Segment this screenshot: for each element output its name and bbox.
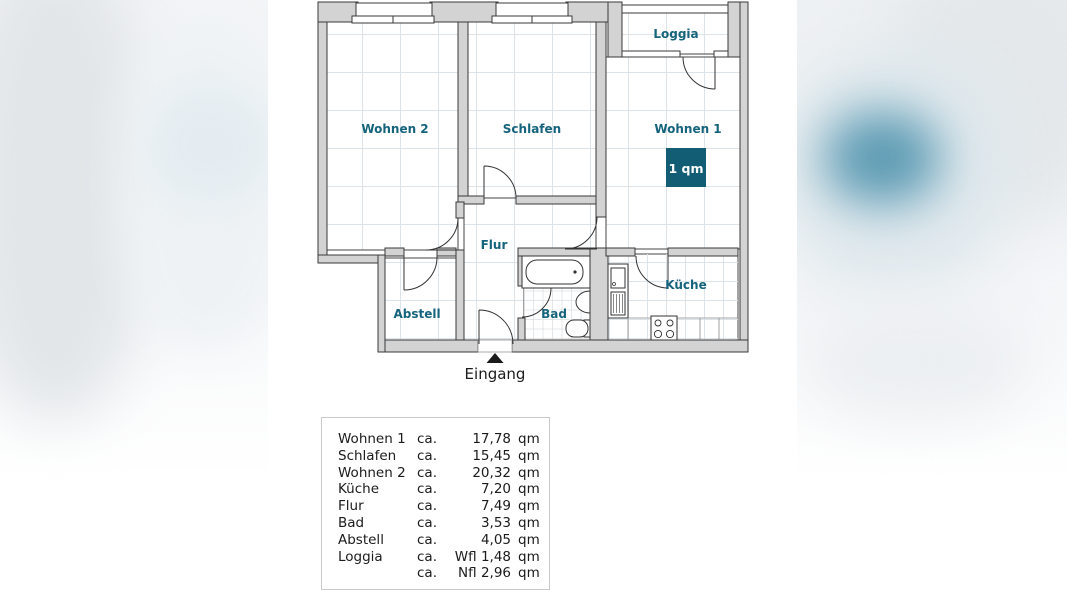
floorplan-drawing <box>310 0 762 396</box>
stove-icon <box>651 316 677 340</box>
room-name: Loggia <box>338 548 383 565</box>
area-value: 7,49 <box>480 498 511 515</box>
entrance-threshold <box>478 340 512 352</box>
unit-label: qm <box>518 531 540 548</box>
approx-label: ca. <box>417 481 437 498</box>
backdrop-blob <box>150 90 268 200</box>
window-loggia-left <box>622 51 680 57</box>
area-value: 4,05 <box>480 531 511 548</box>
area-row <box>322 431 549 448</box>
room-name: Wohnen 1 <box>338 431 406 447</box>
room-name: Wohnen 2 <box>338 464 406 481</box>
area-row <box>322 549 549 566</box>
unit-label: qm <box>518 565 540 582</box>
area-table <box>321 417 550 590</box>
area-value: Wfl 1,48 <box>454 548 511 565</box>
area-value: 15,45 <box>472 447 511 464</box>
window-niche-schlafen <box>496 3 568 16</box>
room-wohnen2-floor <box>327 22 458 250</box>
toilet-icon <box>566 320 590 337</box>
label-wohnen2: Wohnen 2 <box>361 122 429 136</box>
scale-legend <box>666 148 706 187</box>
unit-label: qm <box>518 548 540 565</box>
window-niche-wohnen2 <box>356 3 432 16</box>
area-value: 17,78 <box>472 431 511 447</box>
unit-label: qm <box>518 431 540 447</box>
room-name: Küche <box>338 481 380 498</box>
label-bad: Bad <box>541 307 567 321</box>
approx-label: ca. <box>417 498 437 515</box>
room-name: Flur <box>338 498 364 515</box>
entrance-marker <box>465 353 526 383</box>
label-wohnen1: Wohnen 1 <box>654 122 722 136</box>
room-schlafen-floor <box>468 22 596 198</box>
scale-label: 1 qm <box>668 161 704 176</box>
area-value: 3,53 <box>480 514 511 531</box>
approx-label: ca. <box>417 447 437 464</box>
area-value: Nfl 2,96 <box>458 565 511 582</box>
area-row <box>322 565 549 582</box>
label-schlafen: Schlafen <box>502 122 562 136</box>
room-abstell-floor <box>385 258 456 340</box>
unit-label: qm <box>518 481 540 498</box>
approx-label: ca. <box>417 431 437 447</box>
room-name: Schlafen <box>338 447 397 464</box>
area-row <box>322 448 549 465</box>
area-value: 7,20 <box>480 481 511 498</box>
room-name: Abstell <box>338 531 384 548</box>
backdrop-blob <box>807 300 1027 420</box>
blurred-backdrop-right <box>797 0 1067 600</box>
loggia-railing <box>622 5 728 13</box>
approx-label: ca. <box>417 464 437 481</box>
unit-label: qm <box>518 464 540 481</box>
area-row <box>322 465 549 482</box>
window-loggia-right <box>714 51 728 57</box>
label-loggia: Loggia <box>653 27 699 41</box>
entrance-arrow-icon <box>487 353 504 363</box>
area-row <box>322 532 549 549</box>
approx-label: ca. <box>417 548 437 565</box>
label-abstell: Abstell <box>393 307 441 321</box>
area-row <box>322 498 549 515</box>
area-value: 20,32 <box>472 464 511 481</box>
label-flur: Flur <box>480 238 508 252</box>
approx-label: ca. <box>417 531 437 548</box>
kitchen-sink-icon <box>608 264 628 318</box>
unit-label: qm <box>518 498 540 515</box>
approx-label: ca. <box>417 514 437 531</box>
label-kueche: Küche <box>665 278 707 292</box>
unit-label: qm <box>518 447 540 464</box>
unit-label: qm <box>518 514 540 531</box>
approx-label: ca. <box>417 565 437 582</box>
room-name: Bad <box>338 514 365 531</box>
area-row <box>322 515 549 532</box>
backdrop-teal-blob <box>825 112 940 204</box>
blurred-backdrop-left <box>0 0 268 600</box>
bathtub-icon <box>522 256 590 288</box>
entrance-label: Eingang <box>464 365 526 383</box>
area-row <box>322 481 549 498</box>
